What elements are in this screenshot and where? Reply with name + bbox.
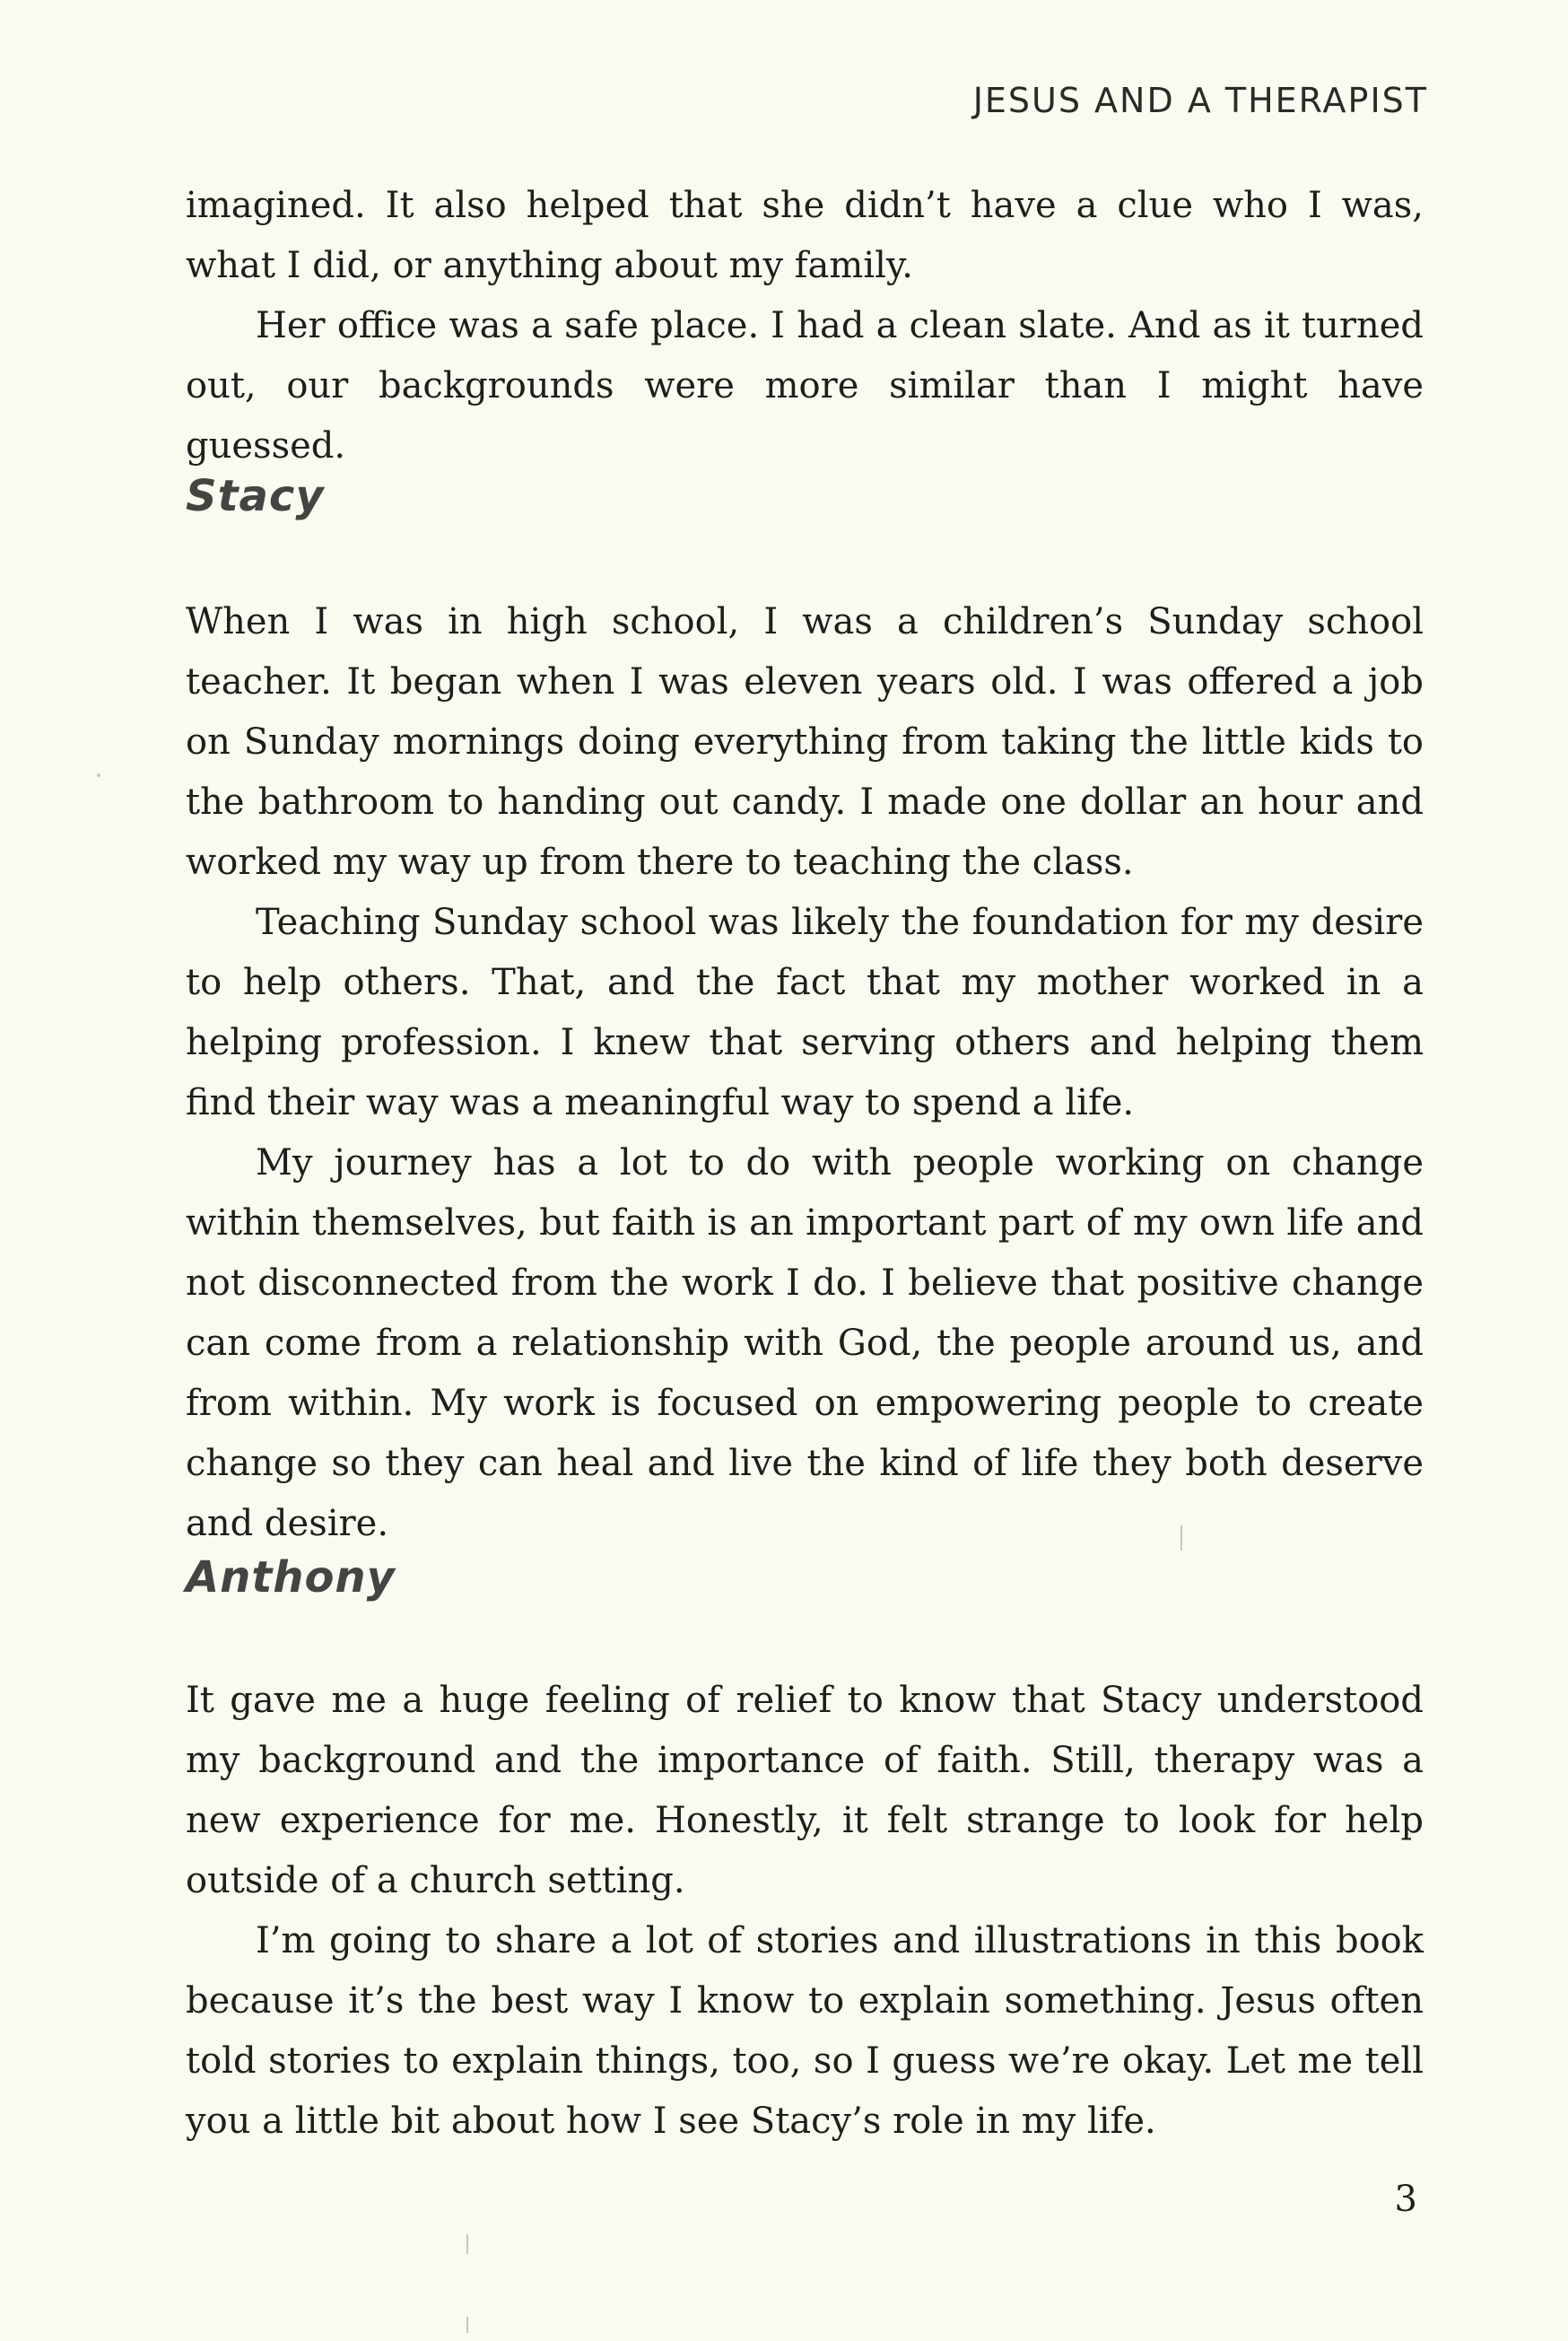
paragraph: imagined. It also helped that she didn’t have a clue who I was, what I did, or anything about my family. xyxy=(186,185,1424,286)
scan-mark xyxy=(466,2317,468,2333)
running-head: JESUS AND A THERAPIST xyxy=(972,81,1428,120)
paragraph: Her office was a safe place. I had a clean slate. And as it turned out, our backgrounds were more similar than I might have guessed. xyxy=(186,305,1424,467)
paragraph: Teaching Sunday school was likely the foundation for my desire to help others. That, and the fact that my mother worked in a helping profession. I knew that serving others and helping them find their way was a meaningful way to spend a life. xyxy=(186,902,1424,1123)
scan-mark xyxy=(1180,1525,1182,1550)
page-number: 3 xyxy=(1394,2179,1417,2220)
section-heading-stacy: Stacy xyxy=(186,471,325,521)
paragraph: My journey has a lot to do with people working on change within themselves, but faith is an important part of my own life and not disconnected from the work I do. I believe that positive change can come from a relationship with God, the people around us, and from within. My work is focused on empowering people to create change so they can heal and live the kind of life they both deserve and desire. xyxy=(186,1142,1424,1544)
section-body-anthony xyxy=(186,1671,1424,2152)
scan-mark xyxy=(97,773,100,777)
section-body-stacy xyxy=(186,592,1424,1554)
paragraph: I’m going to share a lot of stories and illustrations in this book because it’s the best way I know to explain something. Jesus often told stories to explain things, too, so I guess we’re okay. Let me tell you a little bit about how I see Stacy’s role in my life. xyxy=(186,1920,1424,2142)
paragraph: It gave me a huge feeling of relief to know that Stacy understood my background and the importance of faith. Still, therapy was a new experience for me. Honestly, it felt strange to look for help outside of a church setting. xyxy=(186,1680,1424,1901)
scan-mark xyxy=(466,2234,468,2254)
paragraph: When I was in high school, I was a children’s Sunday school teacher. It began when I was eleven years old. I was offered a job on Sunday mornings doing everything from taking the little kids to the bathroom to handing out candy. I made one dollar an hour and worked my way up from there to teaching the class. xyxy=(186,601,1424,883)
section-heading-anthony: Anthony xyxy=(186,1552,396,1603)
intro-text xyxy=(186,176,1424,476)
